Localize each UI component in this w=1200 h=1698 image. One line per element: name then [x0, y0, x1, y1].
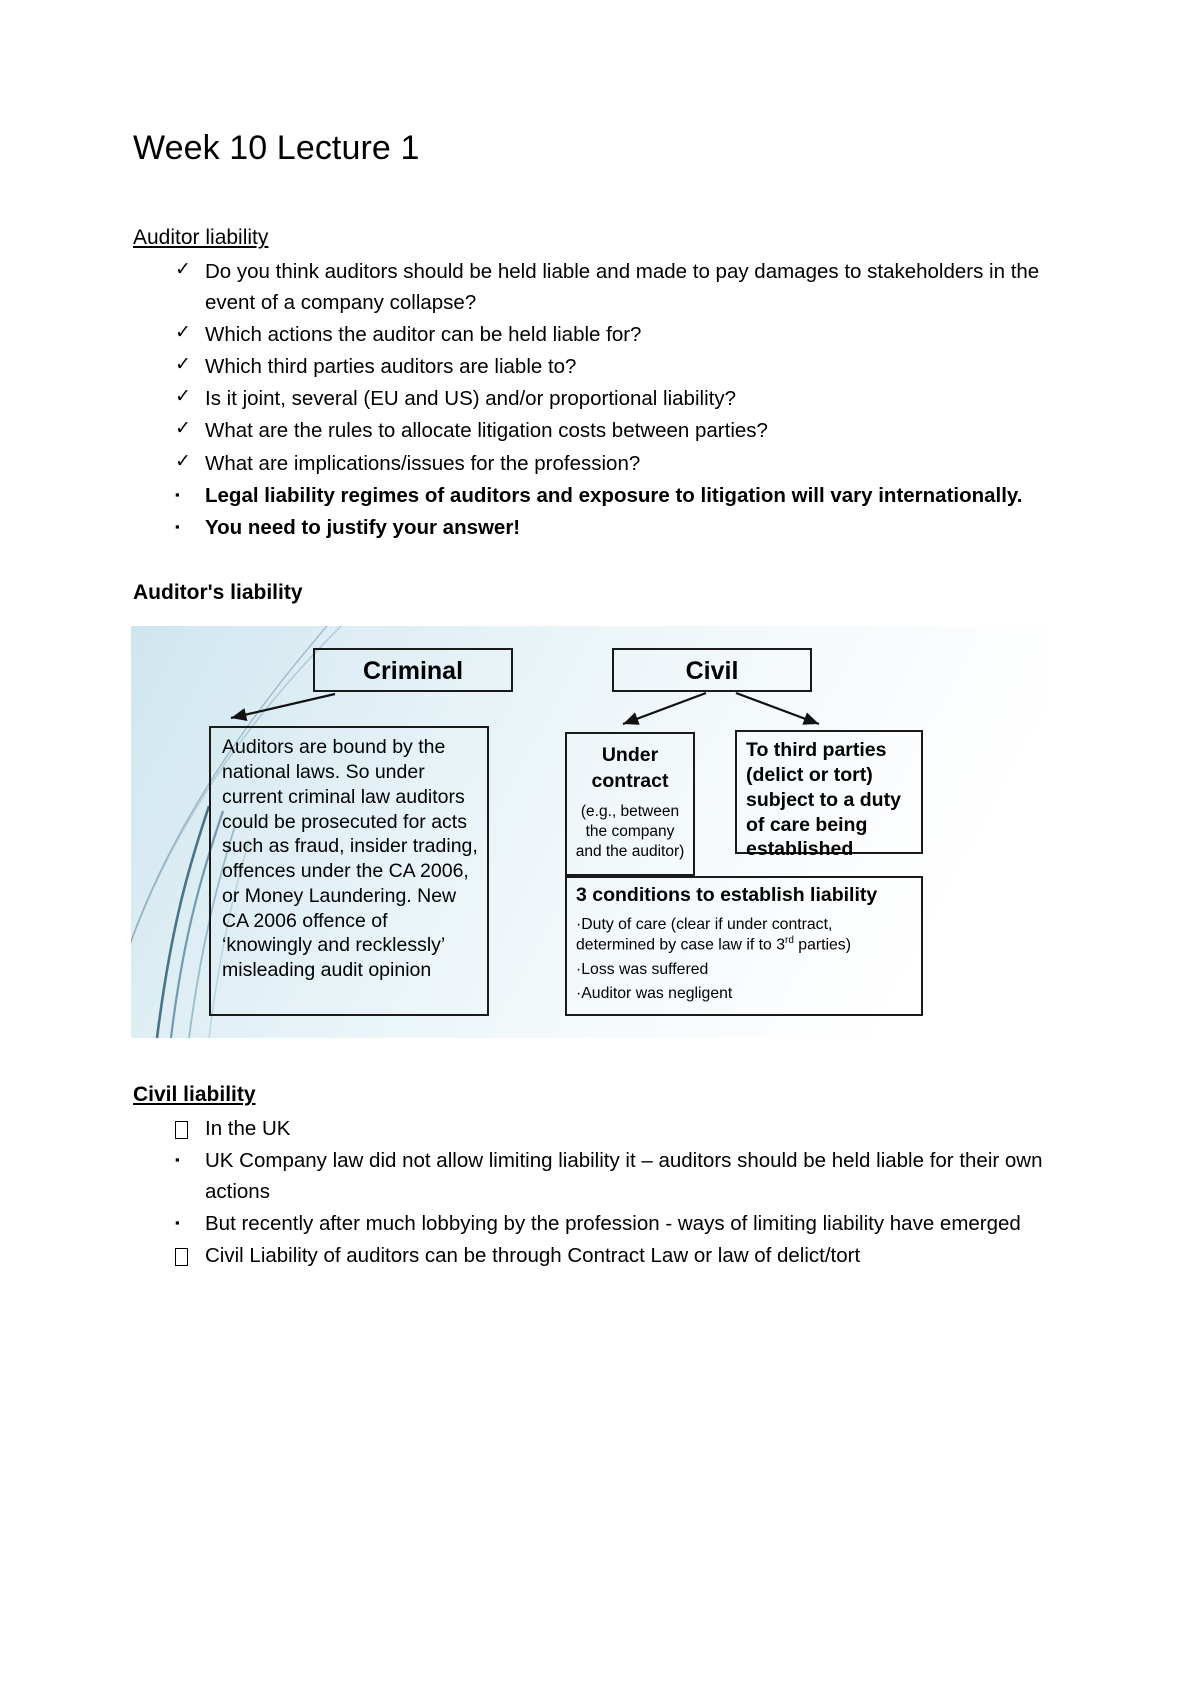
square-bullet-icon: ▪ [175, 1151, 180, 1167]
criminal-arrow-icon [217, 690, 347, 726]
section-heading-auditor-liability: Auditor liability [133, 226, 269, 250]
conditions-title: 3 conditions to establish liability [576, 884, 878, 907]
list-item-label: What are the rules to allocate litigation costs between parties? [205, 419, 768, 443]
condition-item-3: ·Auditor was negligent [576, 985, 733, 1003]
condition-item-1-line1: ·Duty of care (clear if under contract, [576, 916, 833, 934]
under-contract-title-line2: contract [591, 769, 669, 792]
under-contract-note: (e.g., between the company and the auditor) [575, 802, 685, 861]
list-item [133, 1240, 1055, 1271]
civil-box [612, 648, 812, 692]
list-item [133, 1145, 1055, 1207]
list-item-label: Legal liability regimes of auditors and exposure to litigation will vary internationally. [205, 483, 1023, 507]
list-item-label: Is it joint, several (EU and US) and/or proportional liability? [205, 387, 736, 411]
check-icon: ✓ [175, 354, 191, 376]
check-icon: ✓ [175, 386, 191, 408]
condition-item-2: ·Loss was suffered [576, 960, 709, 978]
criminal-box [313, 648, 513, 692]
list-item [133, 1208, 1055, 1239]
list-item [133, 480, 1055, 511]
square-bullet-icon: ▪ [175, 518, 180, 534]
under-contract-box [565, 732, 695, 876]
section-heading-auditors-liability: Auditor's liability [133, 581, 303, 605]
list-item-label: In the UK [205, 1116, 291, 1140]
under-contract-title-line1: Under [601, 744, 659, 767]
third-parties-text: To third parties (delict or tort) subject to a duty of care being established [746, 739, 901, 861]
box-bullet-icon [175, 1113, 199, 1139]
criminal-detail-text: Auditors are bound by the national laws. So under current criminal law auditors could be prosecuted for acts such as fraud, insider trading, offences under the CA 2006, or Money Laundering. New CA 2006 offence of ‘knowingly and recklessly’ misleading audit opinion [222, 736, 478, 982]
square-bullet-icon: ▪ [175, 486, 180, 502]
list-item [133, 256, 1055, 318]
list-item-label: You need to justify your answer! [205, 515, 521, 539]
auditor-liability-list [133, 256, 1055, 543]
list-item-label: Which third parties auditors are liable to? [205, 355, 577, 379]
civil-arrows-icon [551, 690, 881, 734]
auditor-liability-diagram [131, 626, 1046, 1038]
list-item [133, 1113, 1055, 1144]
list-item-label: UK Company law did not allow limiting liability it – auditors should be held liable for their own actions [205, 1148, 1043, 1203]
criminal-label: Criminal [362, 657, 464, 686]
list-item-label: Which actions the auditor can be held liable for? [205, 322, 642, 346]
list-item-label: What are implications/issues for the profession? [205, 451, 641, 475]
list-item [133, 448, 1055, 479]
check-icon: ✓ [175, 258, 191, 280]
condition-item-1 [567, 910, 921, 954]
list-item-label: Do you think auditors should be held liable and made to pay damages to stakeholders in the event of a company collapse? [205, 259, 1040, 314]
list-item-label: But recently after much lobbying by the profession - ways of limiting liability have emerged [205, 1212, 1021, 1236]
list-item [133, 383, 1055, 414]
criminal-detail-box [209, 726, 489, 1016]
box-bullet-icon [175, 1240, 199, 1266]
check-icon: ✓ [175, 418, 191, 440]
section-heading-civil-liability: Civil liability [133, 1083, 256, 1107]
list-item [133, 351, 1055, 382]
list-item [133, 512, 1055, 543]
check-icon: ✓ [175, 321, 191, 343]
list-item [133, 319, 1055, 350]
square-bullet-icon: ▪ [175, 1215, 180, 1231]
list-item-label: Civil Liability of auditors can be through Contract Law or law of delict/tort [205, 1244, 861, 1268]
civil-label: Civil [685, 657, 739, 686]
condition-item-1-sup: rd [784, 934, 794, 946]
condition-item-1-line2b: parties) [793, 936, 851, 954]
civil-liability-list [133, 1113, 1055, 1272]
check-icon: ✓ [175, 450, 191, 472]
condition-item-1-line2a: determined by case law if to 3 [576, 936, 785, 954]
page-title: Week 10 Lecture 1 [133, 129, 420, 167]
list-item [133, 415, 1055, 446]
third-parties-box [735, 730, 923, 861]
conditions-box [565, 876, 923, 1016]
